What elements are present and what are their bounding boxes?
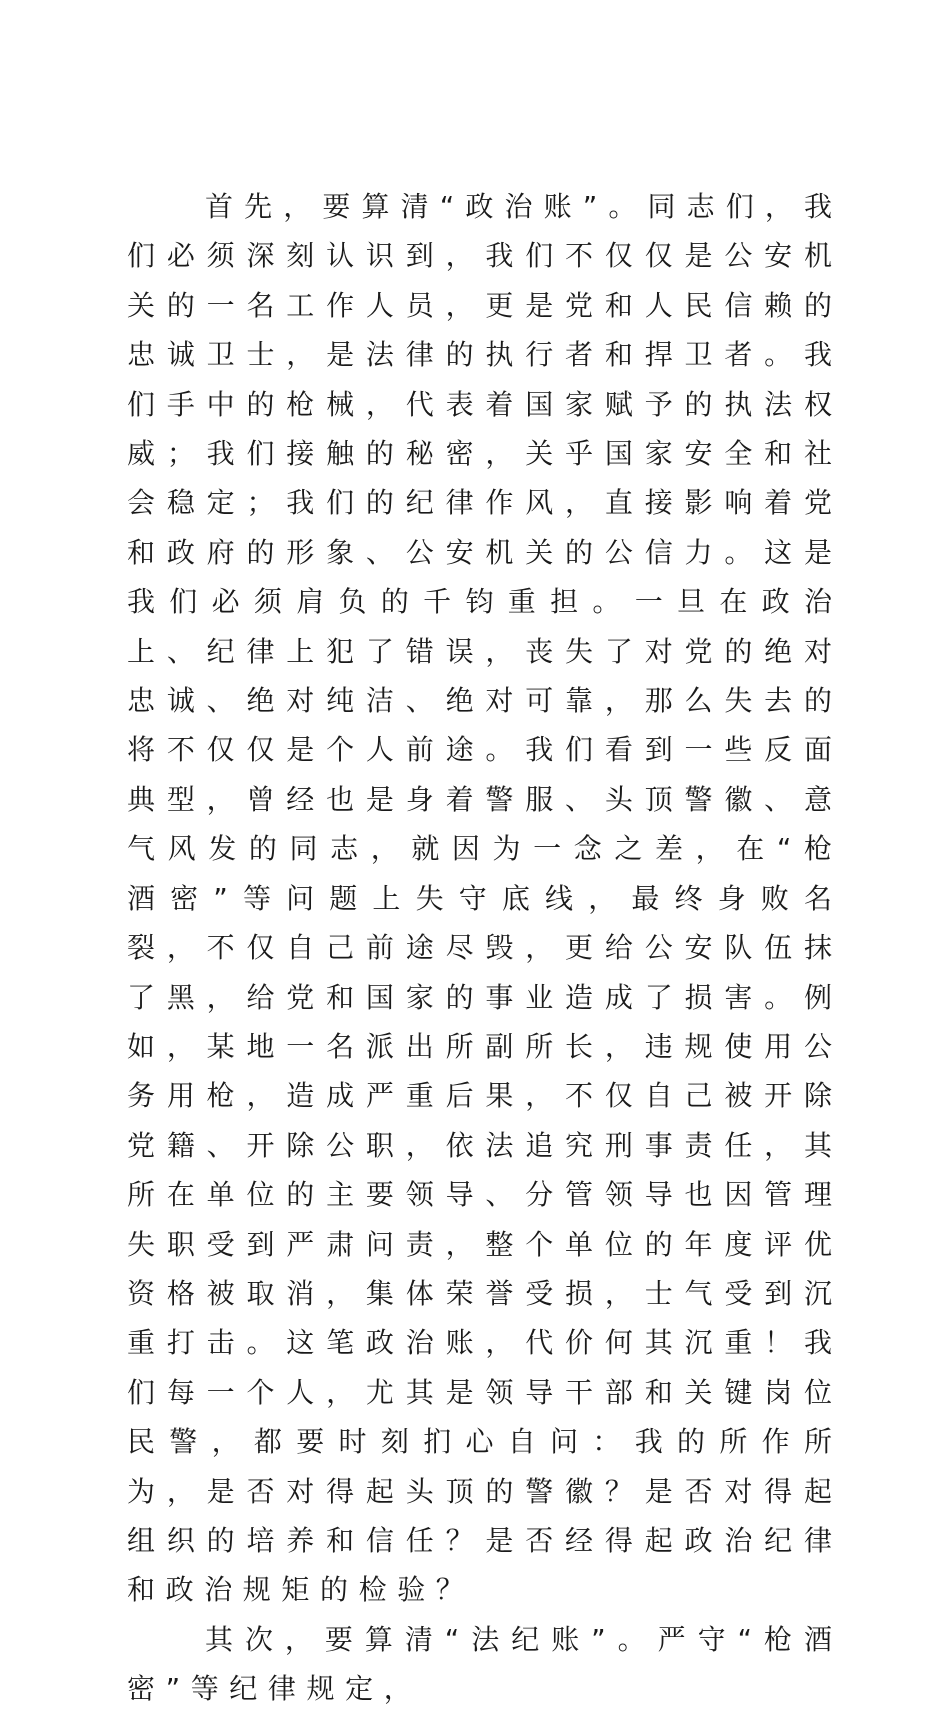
document-page [127,182,843,1714]
paragraph-political-account: 首先，要算清“政治账”。同志们，我们必须深刻认识到，我们不仅仅是公安机关的一名工作人员，更是党和人民信赖的忠诚卫士，是法律的执行者和捍卫者。我们手中的枪械，代表着国家赋予的执法权威；我们接触的秘密，关乎国家安全和社会稳定；我们的纪律作风，直接影响着党和政府的形象、公安机关的公信力。这是我们必须肩负的千钧重担。一旦在政治上、纪律上犯了错误，丧失了对党的绝对忠诚、绝对纯洁、绝对可靠，那么失去的将不仅仅是个人前途。我们看到一些反面典型，曾经也是身着警服、头顶警徽、意气风发的同志，就因为一念之差，在“枪酒密”等问题上失守底线，最终身败名裂，不仅自己前途尽毁，更给公安队伍抹了黑，给党和国家的事业造成了损害。例如，某地一名派出所副所长，违规使用公务用枪，造成严重后果，不仅自己被开除党籍、开除公职，依法追究刑事责任，其所在单位的主要领导、分管领导也因管理失职受到严肃问责，整个单位的年度评优资格被取消，集体荣誉受损，士气受到沉重打击。这笔政治账，代价何其沉重！我们每一个人，尤其是领导干部和关键岗位民警，都要时刻扪心自问：我的所作所为，是否对得起头顶的警徽？是否对得起组织的培养和信任？是否经得起政治纪律和政治规矩的检验？ [127,190,843,1607]
paragraph-legal-account: 其次，要算清“法纪账”。严守“枪酒密”等纪律规定， [127,1622,843,1706]
